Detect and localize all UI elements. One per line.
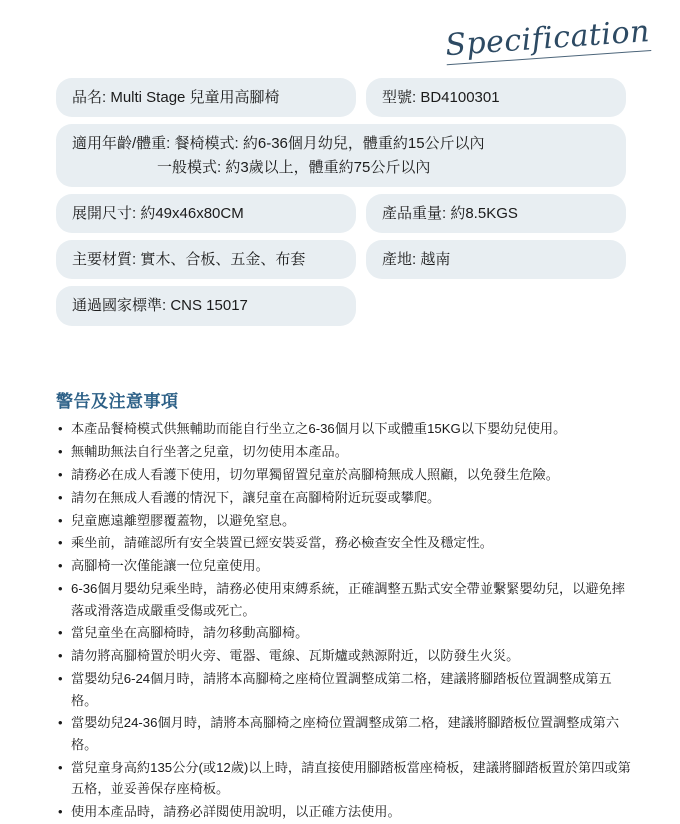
- list-item: • 使用本產品時，請務必詳閱使用說明，以正確方法使用。: [56, 801, 636, 822]
- spec-label-age-weight: 適用年齡/體重:: [72, 135, 171, 153]
- spec-cell-origin: [366, 240, 626, 279]
- list-item: • 當兒童身高約135公分(或12歲)以上時，請直接使用腳踏板當座椅板，建議將腳踏板置於第四或第五格，並妥善保存座椅板。: [56, 757, 636, 800]
- spec-value-model: BD4100301: [420, 89, 500, 106]
- spacer: [356, 194, 366, 233]
- spec-value-age-weight-line2: 一般模式: 約3歲以上，體重約75公斤以內: [157, 158, 431, 176]
- list-item: • 當兒童坐在高腳椅時，請勿移動高腳椅。: [56, 622, 636, 643]
- list-item: • 請務必在成人看護下使用，切勿單獨留置兒童於高腳椅無成人照顧，以免發生危險。: [56, 464, 636, 485]
- spacer: [356, 240, 366, 279]
- spec-value-material: 實木、合板、五金、布套: [140, 251, 306, 268]
- specification-heading: Specification: [444, 14, 652, 64]
- spec-value-standard: CNS 15017: [170, 297, 248, 315]
- warnings-list: [56, 418, 636, 824]
- spec-cell-dimensions: [56, 194, 356, 233]
- spacer: [356, 78, 366, 117]
- list-item: • 高腳椅一次僅能讓一位兒童使用。: [56, 555, 636, 576]
- list-item: • 乘坐前，請確認所有安全裝置已經安裝妥當，務必檢查安全性及穩定性。: [56, 532, 636, 553]
- list-item: • 請勿在無成人看護的情況下，讓兒童在高腳椅附近玩耍或攀爬。: [56, 487, 636, 508]
- spec-row-material: [56, 240, 626, 279]
- spec-row-age-weight: [56, 124, 626, 187]
- spec-value-age-weight-line1: 餐椅模式: 約6-36個月幼兒，體重約15公斤以內: [174, 135, 485, 153]
- specification-table: [56, 78, 626, 333]
- spec-cell-age-weight: [56, 124, 626, 187]
- spec-label-weight: 產品重量:: [382, 204, 447, 222]
- spec-value-weight: 約8.5KGS: [450, 204, 518, 222]
- list-item: • 兒童應遠離塑膠覆蓋物，以避免窒息。: [56, 510, 636, 531]
- warnings-title: 警告及注意事項: [56, 392, 179, 411]
- spec-label-origin: 產地:: [382, 251, 417, 268]
- spec-cell-weight: [366, 194, 626, 233]
- spec-row-dimensions: [56, 194, 626, 233]
- spec-label-product-name: 品名:: [72, 89, 107, 106]
- spec-row-product-name: [56, 78, 626, 117]
- list-item: • 本產品餐椅模式供無輔助而能自行坐立之6-36個月以下或體重15KG以下嬰幼兒使用。: [56, 418, 636, 439]
- spec-cell-material: [56, 240, 356, 279]
- list-item: • 當嬰幼兒24-36個月時，請將本高腳椅之座椅位置調整成第二格，建議將腳踏板位置調整成第六格。: [56, 712, 636, 755]
- list-item: • 請勿將高腳椅置於明火旁、電器、電線、瓦斯爐或熱源附近，以防發生火災。: [56, 645, 636, 666]
- list-item: • 當嬰幼兒6-24個月時，請將本高腳椅之座椅位置調整成第二格，建議將腳踏板位置調整成第五格。: [56, 668, 636, 711]
- spec-cell-standard: [56, 286, 356, 325]
- spec-value-dimensions: 約49x46x80CM: [140, 204, 244, 222]
- list-item: • 無輔助無法自行坐著之兒童，切勿使用本產品。: [56, 441, 636, 462]
- spec-value-product-name: Multi Stage 兒童用高腳椅: [110, 89, 280, 106]
- spec-cell-product-name: [56, 78, 356, 117]
- spec-row-standard: [56, 286, 626, 325]
- spec-cell-model: [366, 78, 626, 117]
- list-item: • 6-36個月嬰幼兒乘坐時，請務必使用束縛系統，正確調整五點式安全帶並繫緊嬰幼兒，以避免摔落或滑落造成嚴重受傷或死亡。: [56, 578, 636, 621]
- spec-label-standard: 通過國家標準:: [72, 297, 167, 315]
- spec-label-material: 主要材質:: [72, 251, 137, 268]
- spec-value-origin: 越南: [420, 251, 451, 268]
- spec-label-model: 型號:: [382, 89, 417, 106]
- spec-label-dimensions: 展開尺寸:: [72, 204, 137, 222]
